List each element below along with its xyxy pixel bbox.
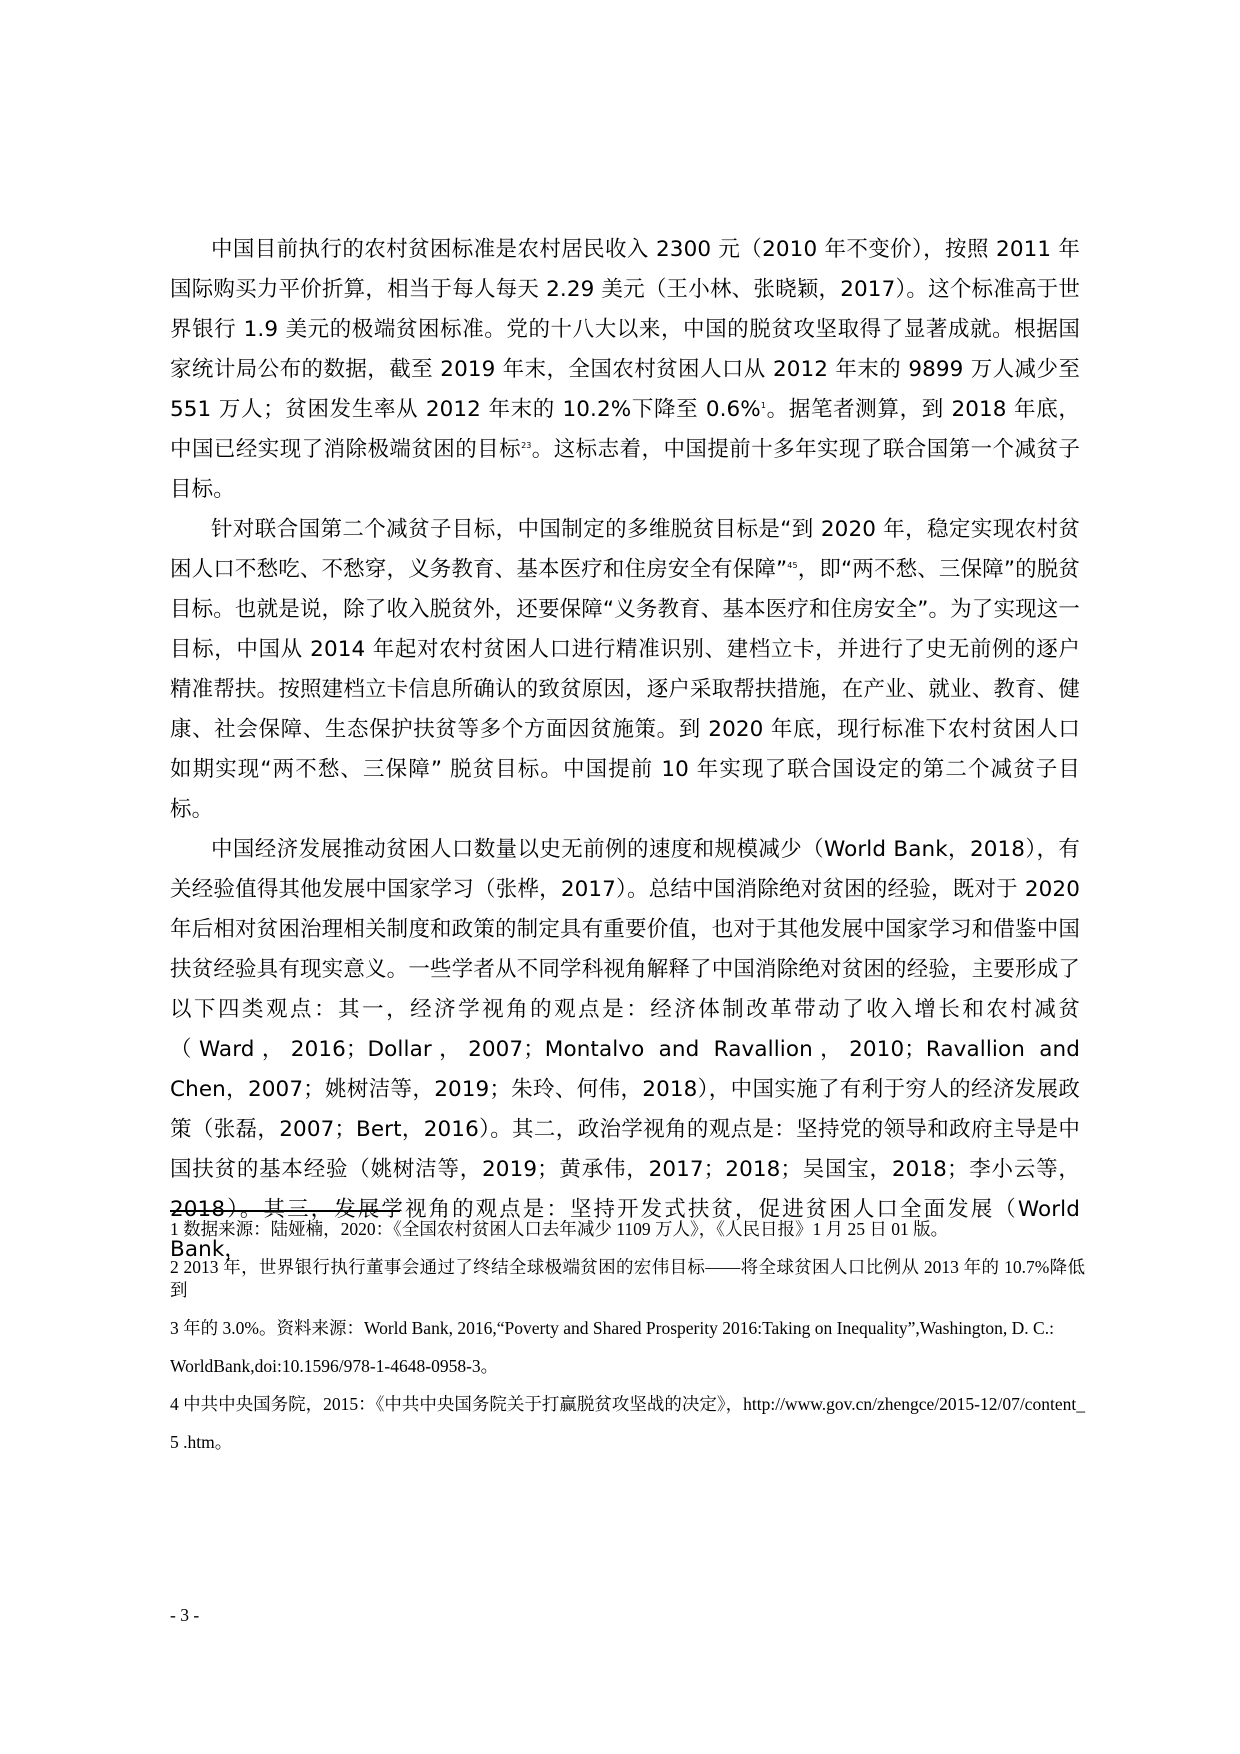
paragraph-2-text-continued: ，即“两不愁、三保障”的脱贫目标。也就是说，除了收入脱贫外，还要保障“义务教育、基本医疗和住房安全”。为了实现这一目标，中国从 2014 年起对农村贫困人口进行精准识别、建档立卡，并进行了史无前例的逐户精准帮扶。按照建档立卡信息所确认的致贫原因，逐户采取帮扶措施，在产业、就业、教育、健康、社会保障、生态保护扶贫等多个方面因贫施策。到 2020 年底，现行标准下农村贫困人口如期实现“两不愁、三保障” 脱贫目标。中国提前 10 年实现了联合国设定的第二个减贫子目标。 xyxy=(170,557,1080,822)
footnote-5: 5 .htm。 xyxy=(170,1432,233,1452)
paragraph-1-text-continued: 。据笔者测算，到 2018 年底，中国已经实现了消除极端贫困的目标 xyxy=(170,397,1080,462)
paragraph-3 xyxy=(170,830,1080,1270)
paragraph-2-text: 针对联合国第二个减贫子目标，中国制定的多维脱贫目标是“到 2020 年，稳定实现农村贫困人口不愁吃、不愁穿，义务教育、基本医疗和住房安全有保障” xyxy=(170,517,1080,582)
footnote-1: 1 数据来源：陆娅楠，2020：《全国农村贫困人口去年减少 1109 万人》，《人民日报》1 月 25 日 01 版。 xyxy=(170,1219,949,1239)
page-number: - 3 - xyxy=(170,1605,200,1625)
footnote-4: 4 中共中央国务院，2015：《中共中央国务院关于打赢脱贫攻坚战的决定》，http://www.gov.cn/zhengce/2015-12/07/content_ xyxy=(170,1394,1085,1414)
paragraph-1-text: 中国目前执行的农村贫困标准是农村居民收入 2300 元（2010 年不变价），按照 2011 年国际购买力平价折算，相当于每人每天 2.29 美元（王小林、张晓颖，2017）。这个标准高于世界银行 1.9 美元的极端贫困标准。党的十八大以来，中国的脱贫攻坚取得了显著成就。根据国家统计局公布的数据，截至 2019 年末，全国农村贫困人口从 2012 年末的 9899 万人减少至 551 万人；贫困发生率从 2012 年末的 10.2%下降至 0.6% xyxy=(170,237,1080,422)
paragraph-2 xyxy=(170,510,1080,830)
footnote-2: 2 2013 年，世界银行执行董事会通过了终结全球极端贫困的宏伟目标——将全球贫困人口比例从 2013 年的 10.7%降低到 xyxy=(170,1257,1085,1300)
footnote-ref-45[interactable]: 45 xyxy=(787,560,798,570)
main-body-text xyxy=(170,230,1080,1270)
footnotes-section xyxy=(170,1218,1085,1469)
footnote-separator xyxy=(170,1210,400,1212)
paragraph-3-text: 中国经济发展推动贫困人口数量以史无前例的速度和规模减少（World Bank，2018），有关经验值得其他发展中国家学习（张桦，2017）。总结中国消除绝对贫困的经验，既对于 2020 年后相对贫困治理相关制度和政策的制定具有重要价值，也对于其他发展中国家学习和借鉴中国扶贫经验具有现实意义。一些学者从不同学科视角解释了中国消除绝对贫困的经验，主要形成了以下四类观点：其一，经济学视角的观点是：经济体制改革带动了收入增长和农村减贫（Ward，2016；Dollar，2007；Montalvo and Ravallion，2010；Ravallion and Chen，2007；姚树洁等，2019；朱玲、何伟，2018），中国实施了有利于穷人的经济发展政策（张磊，2007；Bert，2016）。其二，政治学视角的观点是：坚持党的领导和政府主导是中国扶贫的基本经验（姚树洁等，2019；黄承伟，2017；2018；吴国宝，2018；李小云等，2018）。其三，发展学视角的观点是：坚持开发式扶贫，促进贫困人口全面发展（World Bank， xyxy=(170,837,1080,1262)
paragraph-1-text-end: 。这标志着，中国提前十多年实现了联合国第一个减贫子目标。 xyxy=(170,437,1080,502)
footnote-ref-1[interactable]: 1 xyxy=(760,400,767,410)
footnote-ref-23[interactable]: 23 xyxy=(521,440,532,450)
footnote-3-continued: WorldBank,doi:10.1596/978-1-4648-0958-3。 xyxy=(170,1356,499,1376)
footnote-3: 3 年的 3.0%。资料来源：World Bank, 2016,“Poverty and Shared Prosperity 2016:Taking on Inequality”,Washington, D. C.: xyxy=(170,1318,1054,1338)
paragraph-1 xyxy=(170,230,1080,510)
